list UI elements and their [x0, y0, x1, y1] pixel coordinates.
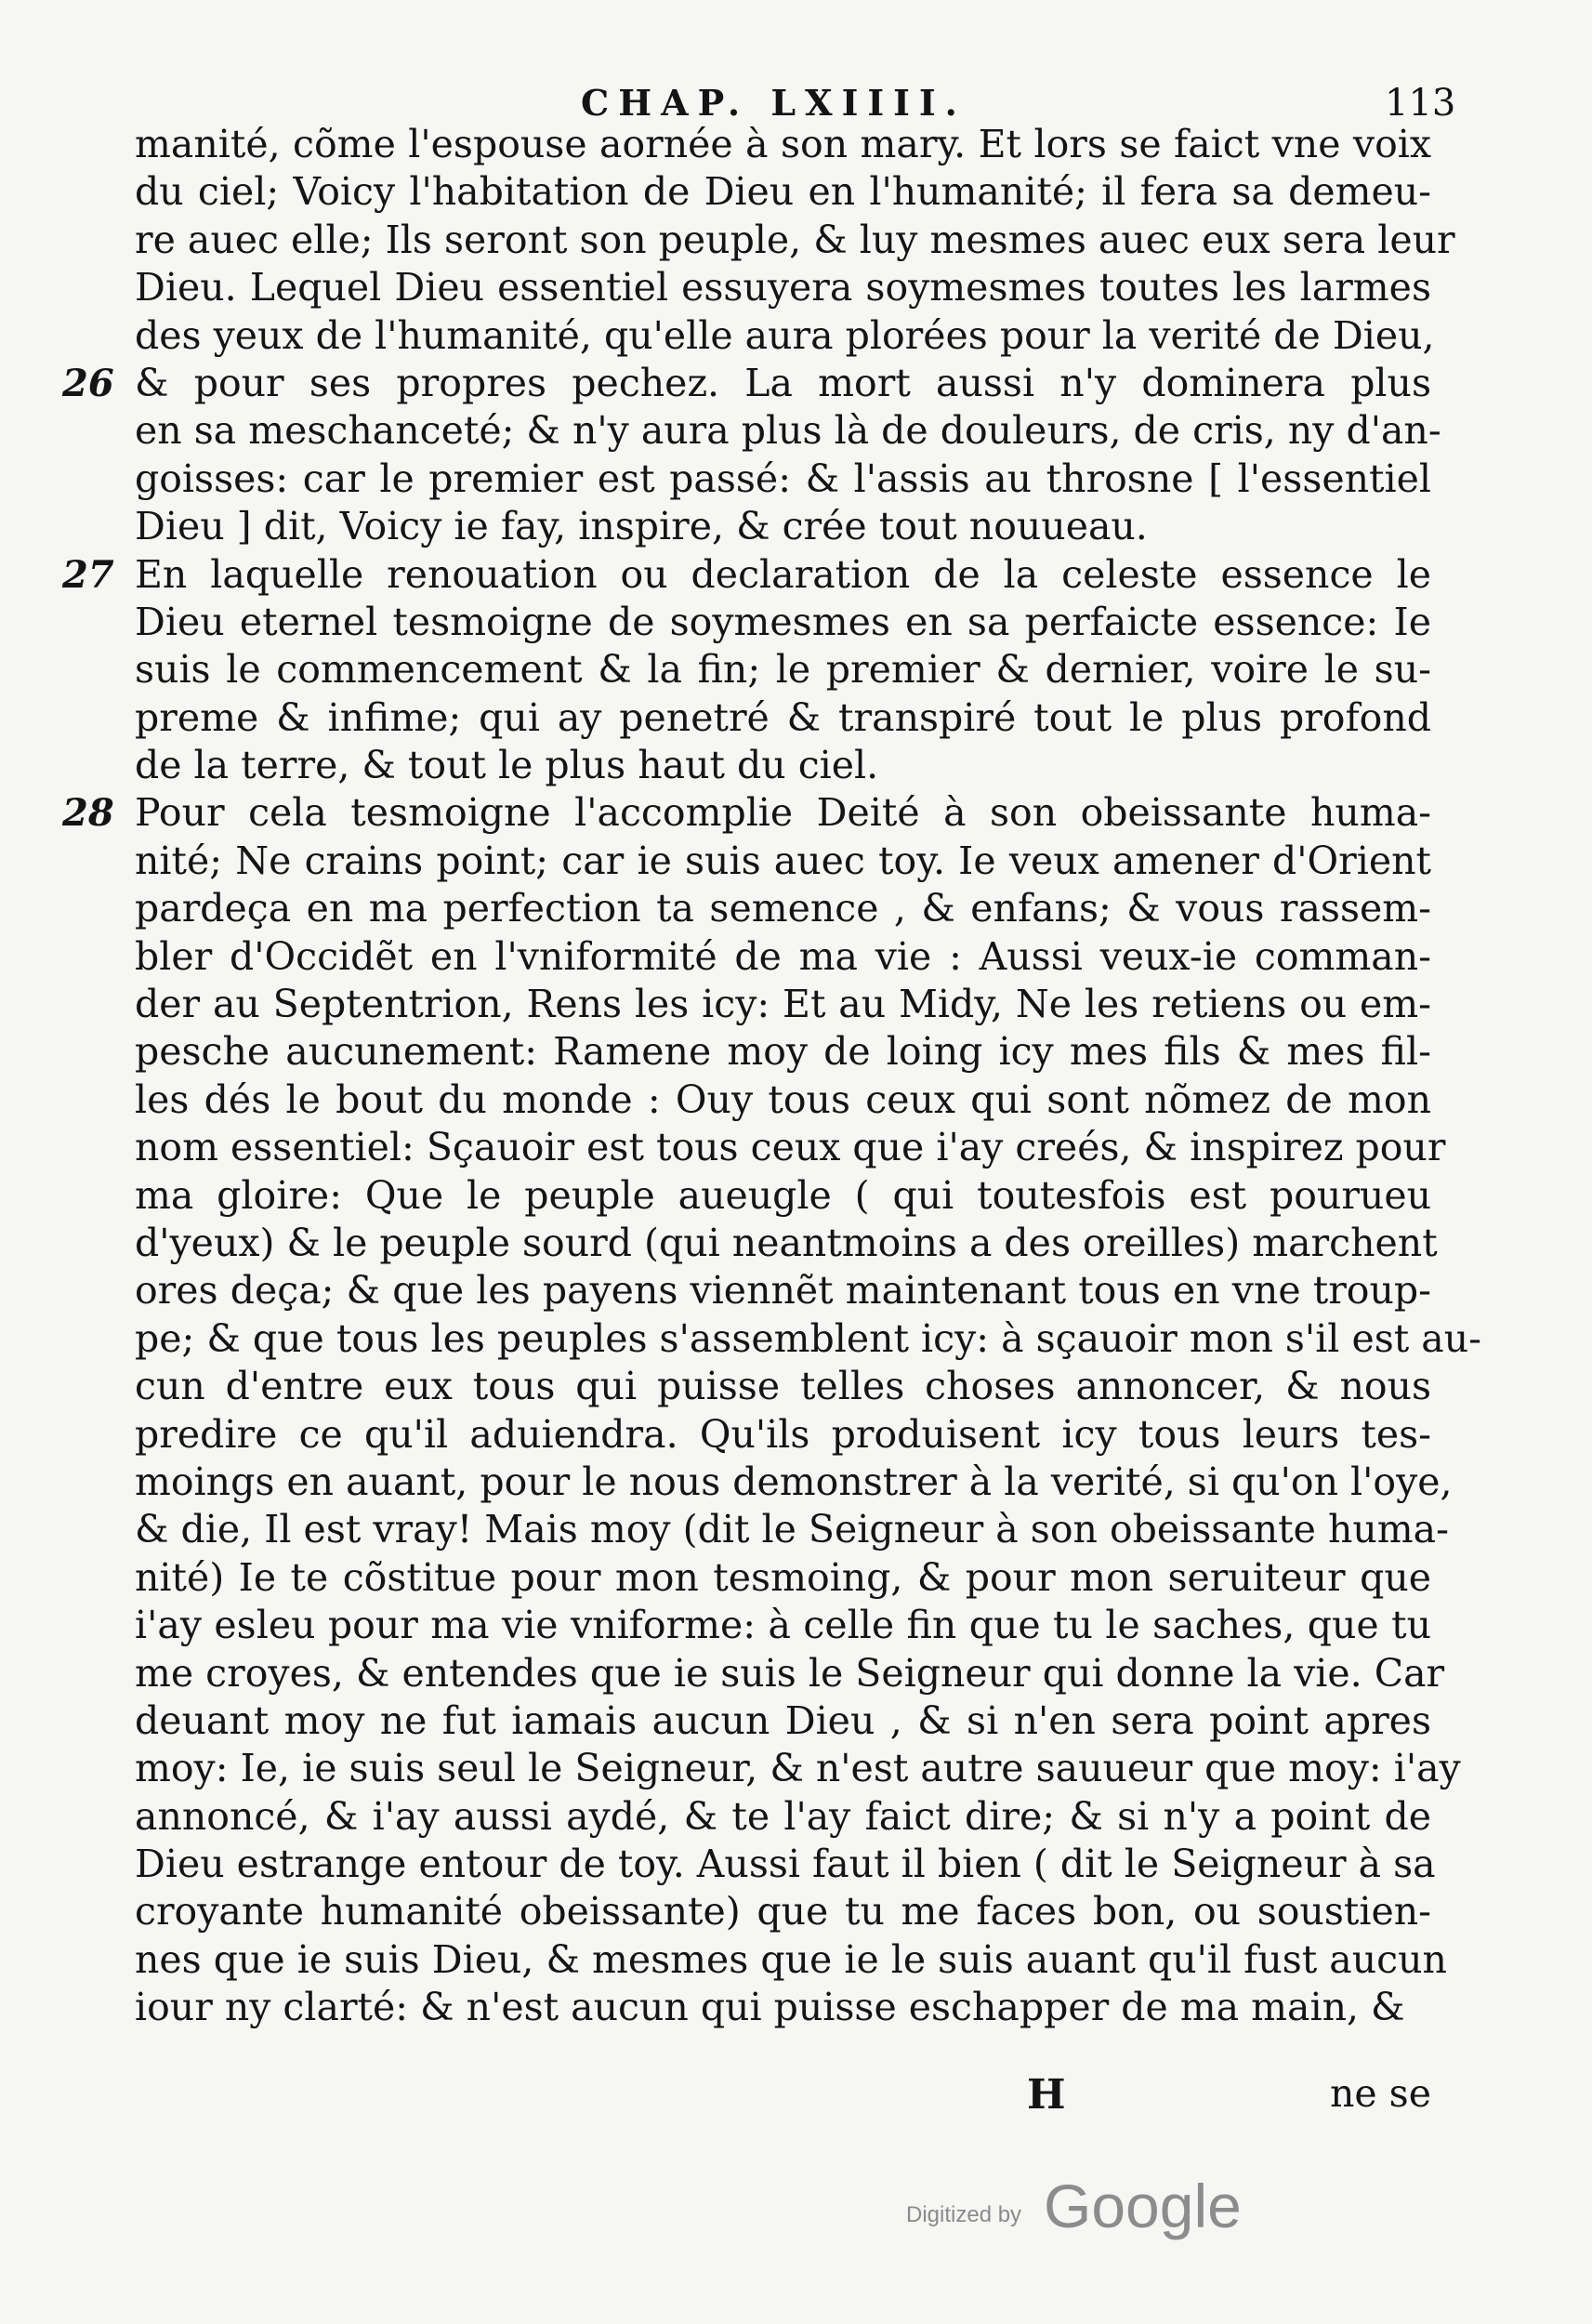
text-line — [135, 646, 1431, 693]
text-line — [135, 1602, 1431, 1649]
text-line — [135, 742, 1431, 789]
verse-number: 27 — [62, 552, 114, 597]
text-line — [135, 1267, 1431, 1314]
line-text: bler d'Occidẽt en l'vniformité de ma vie : Aussi veux-ie comman- — [135, 933, 1431, 979]
text-line — [135, 1124, 1446, 1171]
line-text: manité, cõme l'espouse aornée à son mary. Et lors se faict vne voix — [135, 122, 1431, 166]
signature-mark: H — [1027, 2071, 1066, 2119]
catchword: ne se — [1329, 2071, 1431, 2116]
line-text: du ciel; Voicy l'habitation de Dieu en l'humanité; il fera sa demeu- — [135, 169, 1431, 215]
text-line — [135, 121, 1431, 168]
watermark-brand: Google — [1044, 2172, 1242, 2240]
line-text: moings en auant, pour le nous demonstrer à la verité, si qu'on l'oye, — [135, 1459, 1453, 1504]
line-text: ma gloire: Que le peuple aueugle ( qui toutesfois est pourueu — [135, 1172, 1431, 1218]
page-footer — [135, 2071, 1431, 2127]
line-text: & pour ses propres pechez. La mort aussi n'y dominera plus — [135, 360, 1431, 405]
text-line — [135, 1888, 1431, 1935]
text-line — [135, 1315, 1481, 1363]
text-line — [135, 1984, 1431, 2031]
line-text: ores deça; & que les payens viennẽt maintenant tous en vne troup- — [135, 1268, 1431, 1314]
text-line — [135, 1076, 1431, 1124]
line-text: des yeux de l'humanité, qu'elle aura plorées pour la verité de Dieu, — [135, 312, 1435, 358]
line-text: i'ay esleu pour ma vie vniforme: à celle fin que tu le saches, que tu — [135, 1603, 1431, 1648]
line-text: en sa meschanceté; & n'y aura plus là de douleurs, de cris, ny d'an- — [135, 408, 1441, 454]
line-text: re auec elle; Ils seront son peuple, & luy mesmes auec eux sera leur — [135, 217, 1455, 262]
text-line — [135, 838, 1431, 885]
text-line — [135, 264, 1431, 311]
text-line — [135, 1697, 1431, 1745]
text-line — [135, 1650, 1445, 1697]
line-text: Dieu. Lequel Dieu essentiel essuyera soymesmes toutes les larmes — [135, 265, 1431, 310]
text-line — [135, 1936, 1447, 1984]
line-text: der au Septentrion, Rens les icy: Et au Midy, Ne les retiens ou em- — [135, 982, 1431, 1027]
text-line — [135, 1793, 1431, 1841]
line-text: les dés le bout du monde : Ouy tous ceux qui sont nõmez de mon — [135, 1076, 1431, 1122]
line-text: pardeça en ma perfection ta semence , & enfans; & vous rassem- — [135, 886, 1431, 931]
line-text: En laquelle renouation ou declaration de la celeste essence le — [135, 551, 1431, 597]
text-line — [62, 551, 1431, 599]
text-line — [135, 1411, 1431, 1459]
text-line — [135, 694, 1431, 742]
verse-number: 28 — [62, 791, 114, 836]
text-line — [62, 360, 1431, 407]
body-text — [62, 121, 1481, 2032]
line-text: Pour cela tesmoigne l'accomplie Deité à son obeissante huma- — [135, 790, 1431, 836]
line-text: Dieu eternel tesmoigne de soymesmes en sa perfaicte essence: Ie — [135, 599, 1431, 644]
page-number: 113 — [1385, 82, 1456, 125]
line-text: de la terre, & tout le plus haut du ciel. — [135, 743, 879, 788]
line-text: pe; & que tous les peuples s'assemblent icy: à sçauoir mon s'il est au- — [135, 1315, 1481, 1361]
text-line — [135, 1028, 1431, 1076]
line-text: nité) Ie te cõstitue pour mon tesmoing, & pour mon seruiteur que — [135, 1554, 1431, 1600]
text-line — [135, 456, 1431, 503]
line-text: deuant moy ne fut iamais aucun Dieu , & si n'en sera point apres — [135, 1697, 1431, 1743]
line-text: goisses: car le premier est passé: & l'assis au throsne [ l'essentiel — [135, 456, 1431, 501]
text-line — [135, 503, 1431, 550]
text-line — [135, 981, 1431, 1028]
text-line — [135, 885, 1431, 932]
line-text: moy: Ie, ie suis seul le Seigneur, & n'est autre sauueur que moy: i'ay — [135, 1746, 1461, 1791]
line-text: preme & infime; qui ay penetré & transpiré tout le plus profond — [135, 694, 1431, 740]
line-text: annoncé, & i'ay aussi aydé, & te l'ay faict dire; & si n'y a point de — [135, 1793, 1431, 1839]
text-line — [135, 312, 1435, 360]
line-text: me croyes, & entendes que ie suis le Seigneur qui donne la vie. Car — [135, 1650, 1445, 1696]
chapter-heading: CHAP. LXIIII. — [581, 82, 967, 124]
text-line — [135, 1459, 1453, 1506]
text-line — [135, 1841, 1436, 1888]
line-text: pesche aucunement: Ramene moy de loing icy mes fils & mes fil- — [135, 1029, 1431, 1075]
text-line — [135, 407, 1441, 455]
line-text: nité; Ne crains point; car ie suis auec toy. Ie veux amener d'Orient — [135, 838, 1431, 883]
text-line — [135, 217, 1455, 264]
line-text: croyante humanité obeissante) que tu me faces bon, ou soustien- — [135, 1889, 1431, 1934]
line-text: predire ce qu'il aduiendra. Qu'ils produisent icy tous leurs tes- — [135, 1411, 1431, 1457]
line-text: Dieu ] dit, Voicy ie fay, inspire, & crée tout nouueau. — [135, 504, 1148, 549]
text-line — [135, 599, 1431, 646]
line-text: cun d'entre eux tous qui puisse telles choses annoncer, & nous — [135, 1364, 1431, 1409]
text-line — [135, 1554, 1431, 1602]
line-text: & die, Il est vray! Mais moy (dit le Seigneur à son obeissante huma- — [135, 1507, 1449, 1552]
text-line — [135, 1506, 1449, 1553]
line-text: d'yeux) & le peuple sourd (qui neantmoins a des oreilles) marchent — [135, 1220, 1438, 1265]
line-text: Dieu estrange entour de toy. Aussi faut il bien ( dit le Seigneur à sa — [135, 1842, 1436, 1887]
text-line — [135, 1220, 1438, 1267]
text-line — [135, 168, 1431, 216]
line-text: nom essentiel: Sçauoir est tous ceux que i'ay creés, & inspirez pour — [135, 1125, 1446, 1170]
text-line — [135, 933, 1431, 981]
line-text: suis le commencement & la fin; le premier & dernier, voire le su- — [135, 647, 1431, 693]
text-line — [135, 1745, 1461, 1792]
watermark-prefix: Digitized by — [906, 2202, 1022, 2227]
verse-number: 26 — [62, 361, 114, 405]
text-line — [135, 1172, 1431, 1220]
line-text: nes que ie suis Dieu, & mesmes que ie le suis auant qu'il fust aucun — [135, 1936, 1447, 1982]
text-line — [62, 789, 1431, 837]
text-line — [135, 1363, 1431, 1410]
line-text: iour ny clarté: & n'est aucun qui puisse eschapper de ma main, & — [135, 1985, 1405, 2030]
